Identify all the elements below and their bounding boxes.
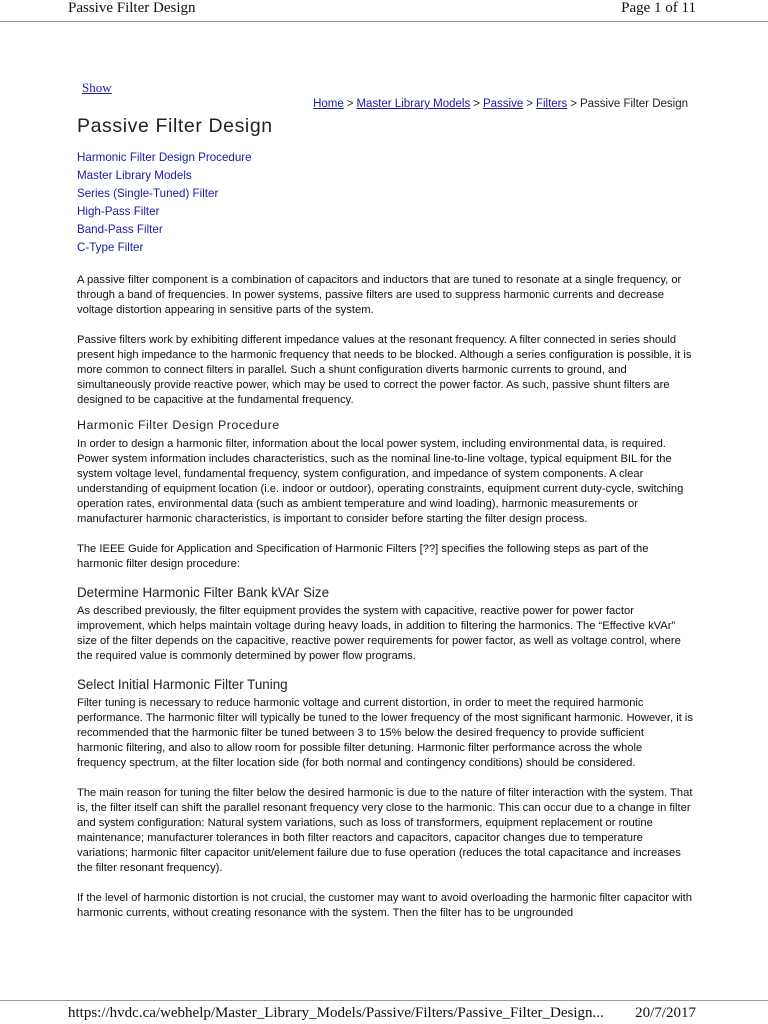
- table-of-contents: [77, 149, 693, 257]
- breadcrumb-separator: >: [526, 98, 533, 110]
- print-header-page-number: Page 1 of 11: [621, 0, 696, 16]
- print-footer-date: 20/7/2017: [635, 1005, 696, 1021]
- print-header-title: Passive Filter Design: [68, 0, 196, 16]
- tuning-paragraph: The main reason for tuning the filter below the desired harmonic is due to the nature of filter interaction with the system. That is, the filter itself can shift the parallel resonant frequency very close to the harmonic. This can occur due to a change in filter and system configuration: Natural system variations, such as loss of transformers, equipment replacement or routine maintenance; manufacturer tolerances in both filter reactors and capacitors, capacitor changes due to temperature variations; harmonic filter capacitor unit/element failure due to fuse operation (reduces the total capacitance and increases the filter resonant frequency).: [77, 787, 693, 874]
- show-link[interactable]: Show: [82, 80, 112, 95]
- intro-paragraph: A passive filter component is a combination of capacitors and inductors that are tuned to resonate at a single frequency, or through a band of frequencies. In power systems, passive filters are used to suppress harmonic currents and decrease voltage distortion appearing in sensitive parts of the system.: [77, 274, 682, 316]
- breadcrumb-master-library-link[interactable]: Master Library Models: [356, 98, 471, 110]
- print-header: [0, 0, 768, 22]
- main-content: [77, 112, 693, 921]
- tuning-paragraph: Filter tuning is necessary to reduce harmonic voltage and current distortion, in order to meet the required harmonic performance. The harmonic filter will typically be tuned to the lower frequency of the most significant harmonic. However, it is recommended that the harmonic filter be tuned between 3 to 15% below the desired frequency to provide sufficient harmonic filtering, and also to allow room for possible filter detuning. Harmonic filter performance across the whole frequency spectrum, at the filter location side (for both normal and contingency conditions) should be considered.: [77, 697, 694, 769]
- toc-link-harmonic-filter-design-procedure[interactable]: Harmonic Filter Design Procedure: [77, 151, 252, 164]
- breadcrumb-separator: >: [570, 98, 577, 110]
- print-footer: [0, 1000, 768, 1024]
- tuning-paragraph: If the level of harmonic distortion is not crucial, the customer may want to avoid overloading the harmonic filter capacitor with harmonic currents, without creating resonance with the system. Then the filter has to be ungrounded: [77, 892, 692, 919]
- breadcrumb-separator: >: [473, 98, 480, 110]
- kvar-paragraph: As described previously, the filter equipment provides the system with capacitive, reactive power for power factor improvement, which helps maintain voltage during heavy loads, in addition to filtering the harmonics. The “Effective kVAr” size of the filter depends on the capacitive, reactive power requirements for power factor, as well as voltage control, where the required value is commonly determined by power flow programs.: [77, 605, 681, 662]
- toc-link-master-library-models[interactable]: Master Library Models: [77, 169, 192, 182]
- subheading-kvar-size: Determine Harmonic Filter Bank kVAr Size: [77, 585, 330, 600]
- breadcrumb-passive-link[interactable]: Passive: [482, 98, 524, 110]
- breadcrumb: [313, 98, 688, 110]
- print-footer-url: https://hvdc.ca/webhelp/Master_Library_Models/Passive/Filters/Passive_Filter_Design...: [68, 1005, 604, 1021]
- procedure-paragraph: The IEEE Guide for Application and Specification of Harmonic Filters [??] specifies the following steps as part of the harmonic filter design procedure:: [77, 543, 649, 570]
- print-header-rule: [0, 21, 768, 22]
- toc-link-c-type-filter[interactable]: C-Type Filter: [77, 241, 144, 254]
- toc-link-high-pass-filter[interactable]: High-Pass Filter: [77, 205, 160, 218]
- toc-link-band-pass-filter[interactable]: Band-Pass Filter: [77, 223, 163, 236]
- procedure-paragraph: In order to design a harmonic filter, information about the local power system, including environmental data, is required. Power system information includes characteristics, such as the nominal line-to-line voltage, typical equipment BIL for the system voltage level, fundamental frequency, system configuration, and impedance of system components. A clear understanding of equipment location (i.e. indoor or outdoor), operating constraints, equipment current duty-cycle, switching operation rates, environmental data (such as ambient temperature and wind loading), harmonic measurements or manufacturer harmonic characteristics, is important to consider before starting the filter design process.: [77, 438, 684, 525]
- intro-paragraph: Passive filters work by exhibiting different impedance values at the resonant frequency. A filter connected in series should present high impedance to the harmonic frequency that needs to be blocked. Although a series configuration is possible, it is more common to connect filters in parallel. Such a shunt configuration diverts harmonic currents to ground, and simultaneously provide reactive power, which may be used to correct the power factor. As such, passive shunt filters are designed to be capacitive at the fundamental frequency.: [77, 334, 692, 406]
- section-heading-design-procedure: Harmonic Filter Design Procedure: [77, 418, 280, 432]
- print-footer-rule: [0, 1000, 768, 1001]
- page-title: Passive Filter Design: [77, 115, 273, 137]
- breadcrumb-home-link[interactable]: Home: [313, 98, 344, 110]
- breadcrumb-separator: >: [346, 98, 354, 110]
- toc-link-series-single-tuned-filter[interactable]: Series (Single-Tuned) Filter: [77, 187, 219, 200]
- breadcrumb-current: Passive Filter Design: [579, 98, 688, 110]
- subheading-filter-tuning: Select Initial Harmonic Filter Tuning: [77, 677, 288, 692]
- breadcrumb-filters-link[interactable]: Filters: [535, 98, 568, 110]
